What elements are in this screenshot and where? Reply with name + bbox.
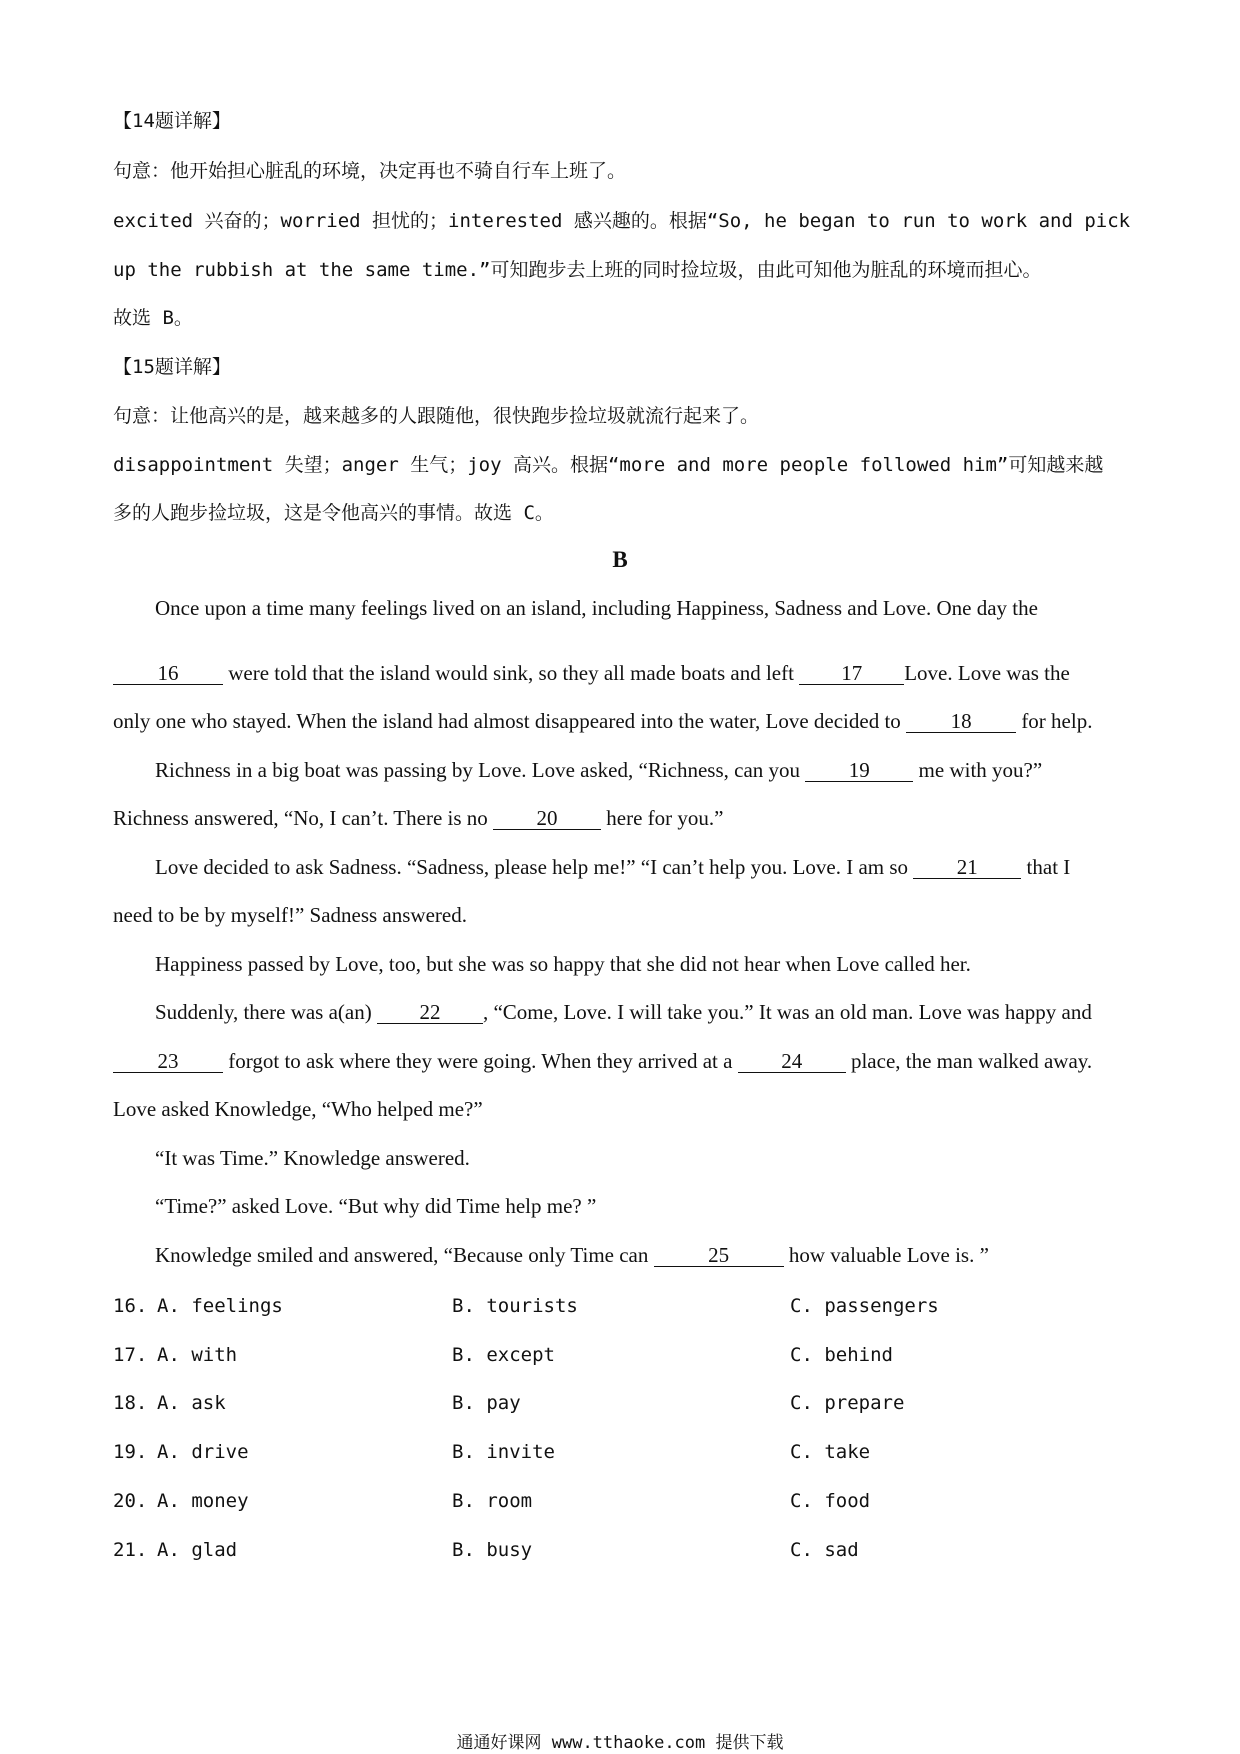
option-b: B. tourists xyxy=(452,1295,578,1317)
option-b: B. room xyxy=(452,1490,533,1512)
passage-line: Love decided to ask Sadness. “Sadness, please help me!” “I can’t help you. Love. I am so 21 that I xyxy=(155,855,1071,879)
q15-explain-1: disappointment 失望；anger 生气；joy 高兴。根据“more and more people followed him”可知越来越 xyxy=(113,454,1104,476)
page-footer: 通通好课网 www.tthaoke.com 提供下载 xyxy=(456,1733,784,1753)
question-number: 20. xyxy=(113,1490,148,1512)
section-heading: B xyxy=(612,547,628,572)
option-a: A. drive xyxy=(157,1441,249,1463)
question-number: 19. xyxy=(113,1441,148,1463)
passage-line: Once upon a time many feelings lived on an island, including Happiness, Sadness and Love. One day the xyxy=(155,596,1038,620)
passage-line: 16 were told that the island would sink, so they all made boats and left 17 Love. Love was the xyxy=(113,661,1070,686)
blank-20: 20 xyxy=(493,807,601,830)
blank-22: 22 xyxy=(377,1001,483,1024)
option-c: C. sad xyxy=(790,1539,859,1561)
passage-line: “It was Time.” Knowledge answered. xyxy=(155,1146,470,1170)
option-a: A. ask xyxy=(157,1392,226,1414)
option-b: B. except xyxy=(452,1344,555,1366)
passage-line: Suddenly, there was a(an) 22 , “Come, Love. I will take you.” It was an old man. Love was happy and xyxy=(155,1000,1092,1024)
option-b: B. busy xyxy=(452,1539,533,1561)
passage-line: only one who stayed. When the island had almost disappeared into the water, Love decided to 18 for help. xyxy=(113,709,1093,733)
q15-title: 【15题详解】 xyxy=(113,356,231,378)
passage-line: Love asked Knowledge, “Who helped me?” xyxy=(113,1097,483,1121)
passage-line: Happiness passed by Love, too, but she was so happy that she did not hear when Love called her. xyxy=(155,952,971,976)
option-a: A. money xyxy=(157,1490,249,1512)
option-a: A. glad xyxy=(157,1539,238,1561)
blank-25: 25 xyxy=(654,1244,784,1267)
option-c: C. prepare xyxy=(790,1392,905,1414)
option-b: B. pay xyxy=(452,1392,521,1414)
question-number: 17. xyxy=(113,1344,148,1366)
q14-explain-1: excited 兴奋的；worried 担忧的；interested 感兴趣的。根据“So, he began to run to work and pick xyxy=(113,210,1131,232)
passage-line: Richness in a big boat was passing by Love. Love asked, “Richness, can you 19 me with you?” xyxy=(155,758,1043,782)
passage-line: “Time?” asked Love. “But why did Time help me? ” xyxy=(155,1194,597,1218)
q14-answer: 故选 B。 xyxy=(113,307,193,329)
blank-21: 21 xyxy=(913,856,1021,879)
passage-line: need to be by myself!” Sadness answered. xyxy=(113,903,467,927)
option-c: C. food xyxy=(790,1490,871,1512)
question-number: 21. xyxy=(113,1539,148,1561)
blank-24: 24 xyxy=(738,1050,846,1073)
question-number: 16. xyxy=(113,1295,148,1317)
blank-16: 16 xyxy=(113,662,223,685)
q15-explain-2: 多的人跑步捡垃圾，这是令他高兴的事情。故选 C。 xyxy=(113,502,554,524)
option-c: C. behind xyxy=(790,1344,893,1366)
q15-sentence: 句意：让他高兴的是，越来越多的人跟随他，很快跑步捡垃圾就流行起来了。 xyxy=(113,405,760,427)
passage-line: 23 forgot to ask where they were going. When they arrived at a 24 place, the man walked away. xyxy=(113,1049,1092,1074)
q14-title: 【14题详解】 xyxy=(113,110,231,132)
option-a: A. feelings xyxy=(157,1295,283,1317)
question-number: 18. xyxy=(113,1392,148,1414)
blank-19: 19 xyxy=(805,759,913,782)
option-c: C. passengers xyxy=(790,1295,939,1317)
blank-23: 23 xyxy=(113,1050,223,1073)
passage-line: Richness answered, “No, I can’t. There is no 20 here for you.” xyxy=(113,806,724,830)
blank-18: 18 xyxy=(906,710,1016,733)
option-b: B. invite xyxy=(452,1441,555,1463)
passage-line: Knowledge smiled and answered, “Because only Time can 25 how valuable Love is. ” xyxy=(155,1243,989,1267)
blank-17: 17 xyxy=(799,662,904,685)
option-c: C. take xyxy=(790,1441,871,1463)
option-a: A. with xyxy=(157,1344,238,1366)
q14-sentence: 句意：他开始担心脏乱的环境，决定再也不骑自行车上班了。 xyxy=(113,160,627,182)
q14-explain-2: up the rubbish at the same time.”可知跑步去上班的同时捡垃圾，由此可知他为脏乱的环境而担心。 xyxy=(113,259,1042,281)
